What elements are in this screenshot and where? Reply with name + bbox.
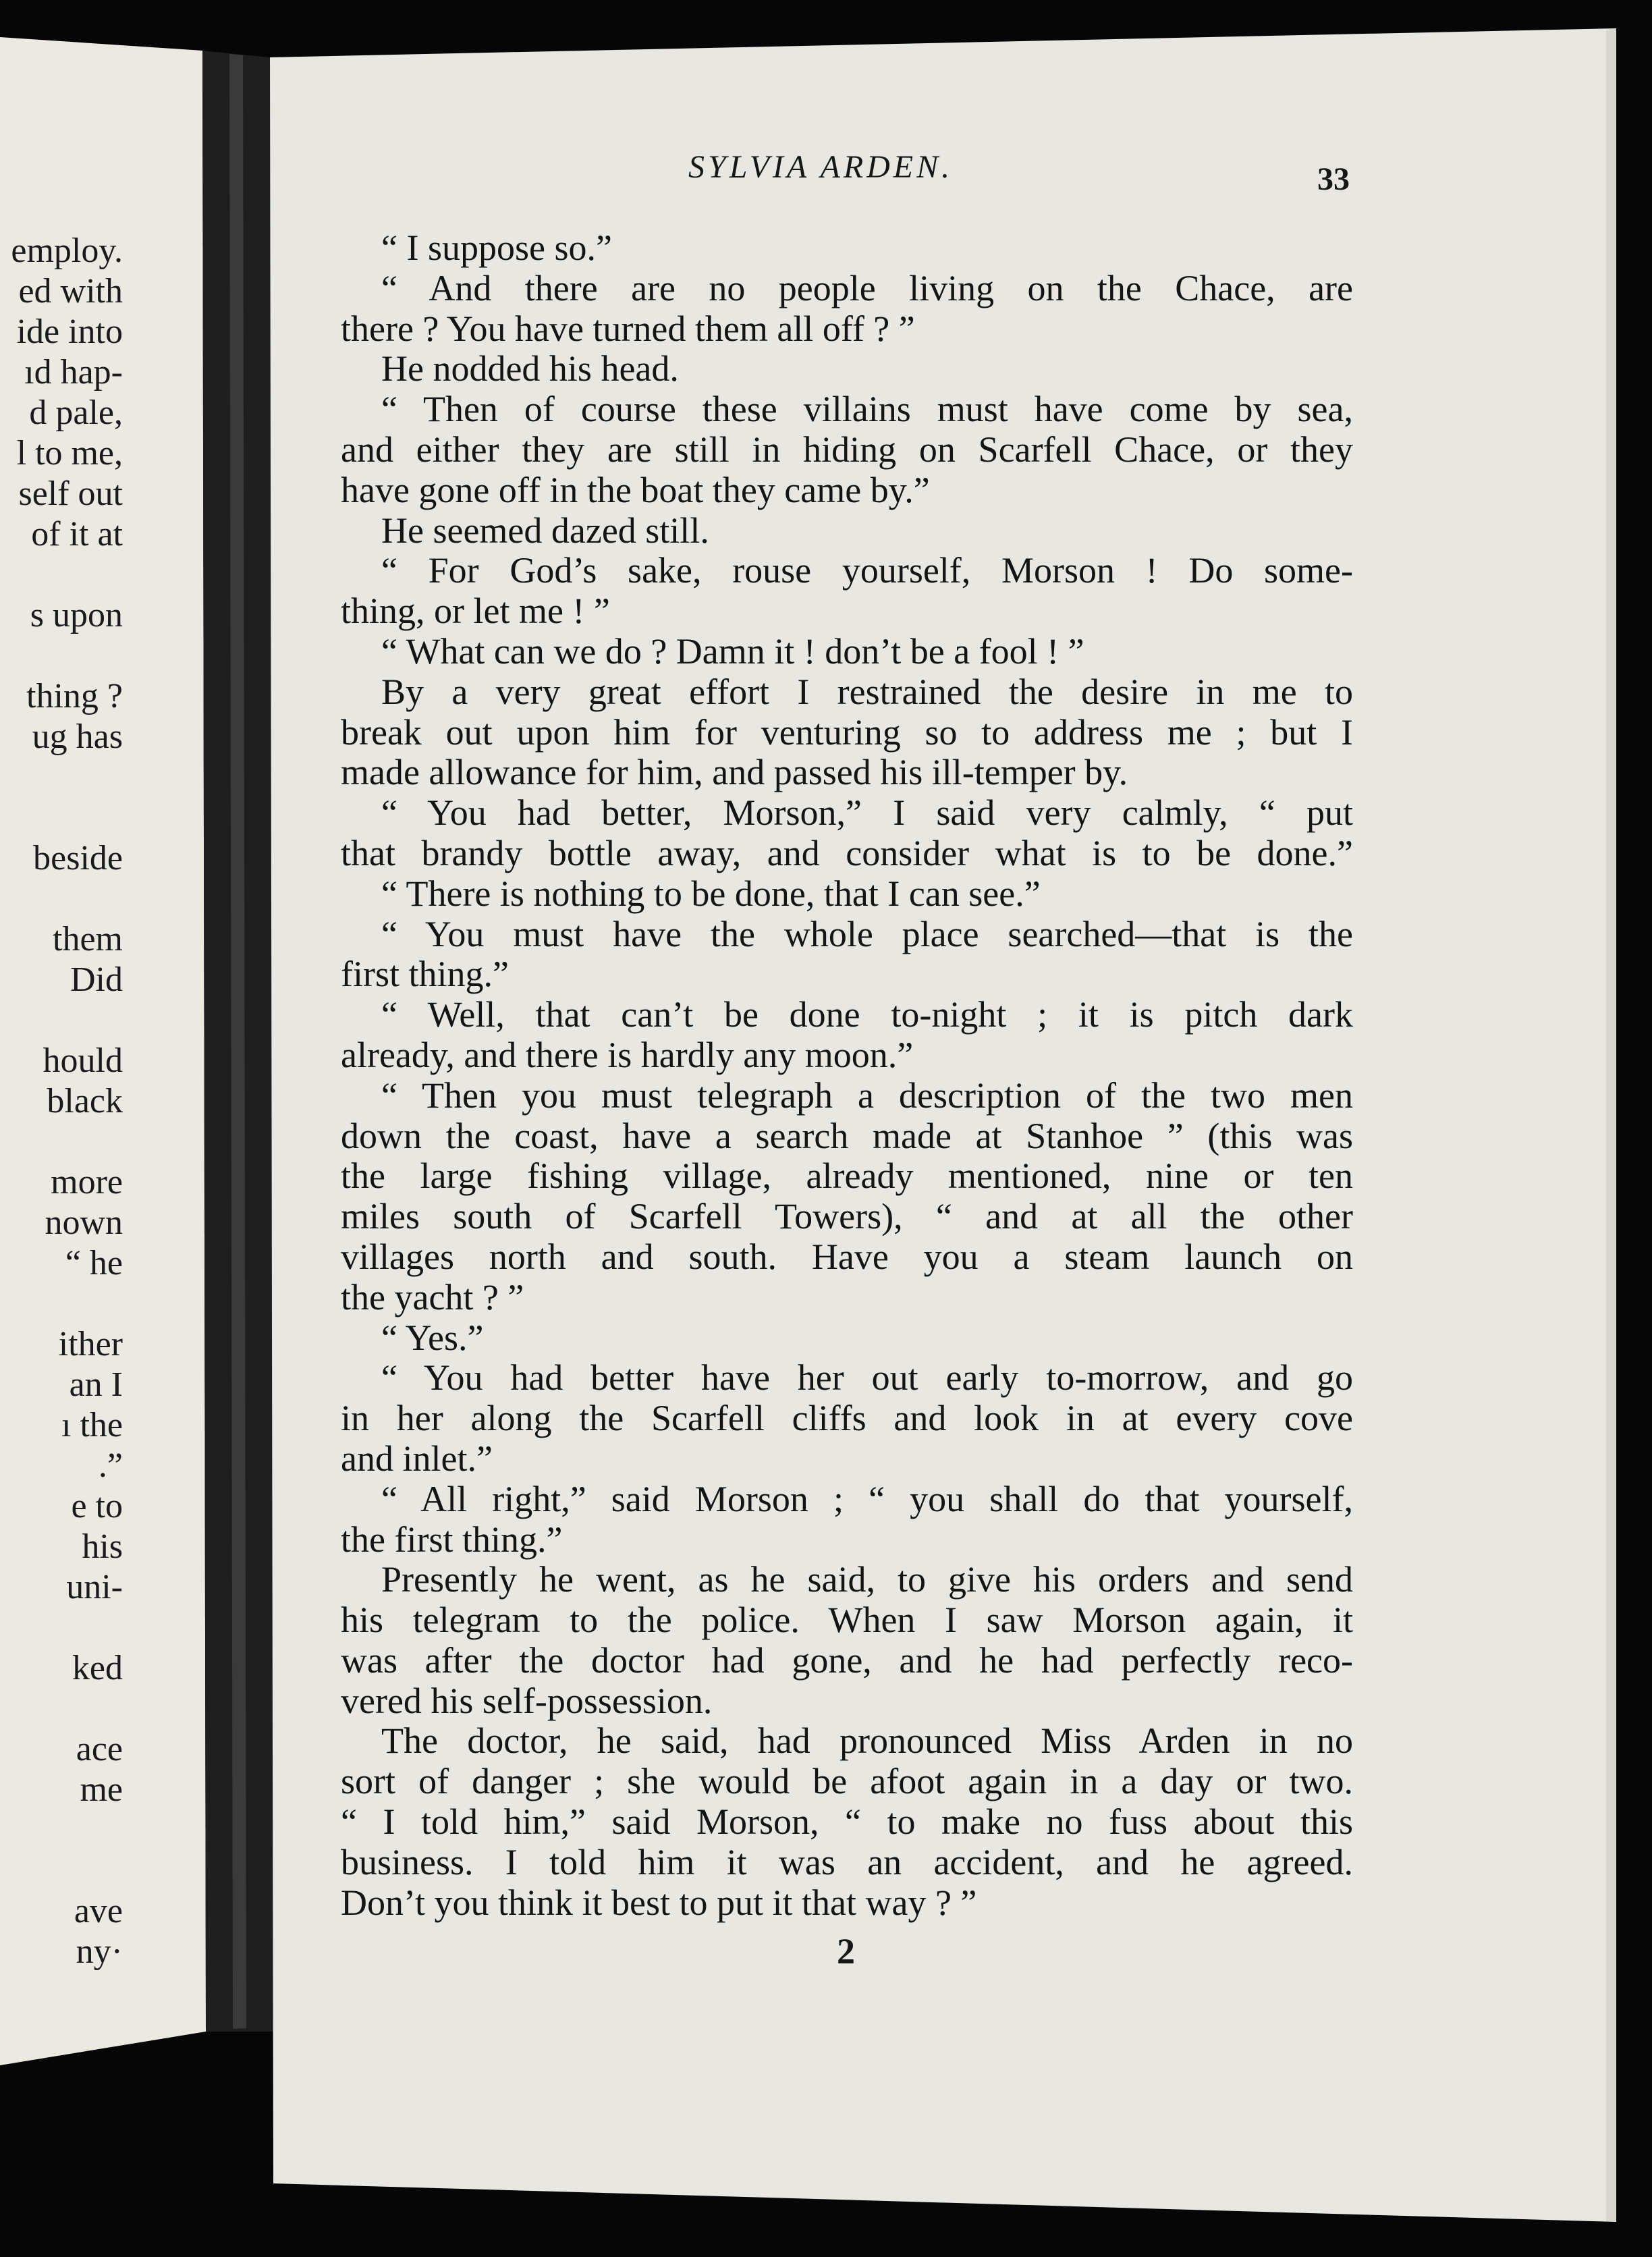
text-line: Presently he went, as he said, to give his orders and send xyxy=(381,1559,1353,1600)
text-line: By a very great effort I restrained the desire in me to xyxy=(381,671,1353,712)
left-page-fragment: nown xyxy=(45,1203,123,1242)
left-page-fragment: e to xyxy=(71,1487,123,1525)
left-page-fragment: self out xyxy=(18,474,123,513)
page-number: 33 xyxy=(1317,161,1350,197)
left-page-fragment: uni- xyxy=(66,1568,123,1606)
text-line: the large fishing village, already mentioned, nine or ten xyxy=(341,1155,1353,1197)
text-line: his telegram to the police. When I saw Morson again, it xyxy=(341,1600,1353,1641)
left-page-fragment: ace xyxy=(76,1730,123,1768)
text-line: miles south of Scarfell Towers), “ and at all the other xyxy=(341,1196,1353,1237)
text-line: “ For God’s sake, rouse yourself, Morson ! Do some- xyxy=(381,550,1353,591)
left-page-fragment: ide into xyxy=(16,312,123,351)
text-line: “ You had better have her out early to-morrow, and go xyxy=(381,1357,1353,1398)
text-line: there ? You have turned them all off ? ” xyxy=(341,308,915,349)
text-line: “ You must have the whole place searched—that is the xyxy=(381,913,1353,954)
left-page-fragment: employ. xyxy=(11,232,123,270)
text-line: made allowance for him, and passed his ill-temper by. xyxy=(341,752,1128,793)
text-line: already, and there is hardly any moon.” xyxy=(341,1034,914,1075)
text-line: “ What can we do ? Damn it ! don’t be a fool ! ” xyxy=(381,630,1084,672)
text-line: Don’t you think it best to put it that way ? ” xyxy=(341,1882,977,1923)
left-page-fragment: ed with xyxy=(18,272,123,310)
text-line: “ Then you must telegraph a description of the two men xyxy=(381,1075,1353,1116)
text-line: “ You had better, Morson,” I said very calmly, “ put xyxy=(381,792,1353,834)
left-facing-page xyxy=(0,0,202,2257)
text-line: “ I suppose so.” xyxy=(381,227,612,268)
text-line: “ There is nothing to be done, that I can see.” xyxy=(381,873,1041,914)
left-page-fragment: d pale, xyxy=(29,393,123,432)
text-line: and either they are still in hiding on Scarfell Chace, or they xyxy=(341,429,1353,470)
left-page-fragment: me xyxy=(80,1770,123,1809)
text-line: the yacht ? ” xyxy=(341,1276,524,1317)
left-page-fragment: black xyxy=(47,1082,123,1120)
left-page-fragment: “ he xyxy=(65,1244,123,1282)
text-line: “ Then of course these villains must have come by sea, xyxy=(381,389,1353,430)
left-page-fragment: them xyxy=(53,920,123,958)
left-page-fragment: ked xyxy=(72,1649,123,1687)
text-line: down the coast, have a search made at Stanhoe ” (this was xyxy=(341,1115,1353,1156)
text-line: was after the doctor had gone, and he had perfectly reco- xyxy=(341,1639,1353,1681)
text-line: and inlet.” xyxy=(341,1438,493,1479)
running-head: SYLVIA ARDEN. xyxy=(688,149,954,185)
left-page-fragment: ıd hap- xyxy=(24,353,123,391)
text-line: “ Yes.” xyxy=(381,1317,484,1358)
text-line: first thing.” xyxy=(341,954,509,995)
text-line: “ All right,” said Morson ; “ you shall do that yourself, xyxy=(381,1478,1353,1519)
text-line: He nodded his head. xyxy=(381,348,679,389)
text-line: that brandy bottle away, and consider what is to be done.” xyxy=(341,832,1353,873)
left-page-fragment: an I xyxy=(69,1365,123,1404)
left-page-fragment: beside xyxy=(33,839,123,877)
text-line: thing, or let me ! ” xyxy=(341,591,610,632)
left-page-fragment: ave xyxy=(74,1892,123,1930)
text-line: break out upon him for venturing so to address me ; but I xyxy=(341,711,1353,753)
text-line: vered his self-possession. xyxy=(341,1680,713,1721)
left-page-fragment: ug has xyxy=(32,717,123,756)
left-page-fragment: Did xyxy=(70,960,123,999)
left-page-fragment: his xyxy=(82,1527,123,1566)
text-line: business. I told him it was an accident, and he agreed. xyxy=(341,1841,1353,1882)
left-page-fragment: .” xyxy=(98,1446,123,1485)
text-line: He seemed dazed still. xyxy=(381,510,709,551)
left-page-fragment: of it at xyxy=(31,515,123,553)
text-line: “ I told him,” said Morson, “ to make no fuss about this xyxy=(341,1801,1353,1843)
text-line: villages north and south. Have you a steam launch on xyxy=(341,1236,1353,1277)
text-line: “ Well, that can’t be done to-night ; it is pitch dark xyxy=(381,994,1353,1035)
left-page-fragment: ı the xyxy=(61,1406,123,1444)
left-page-fragment: ny· xyxy=(76,1932,123,1971)
left-page-fragment: thing ? xyxy=(26,677,123,715)
left-page-fragment: s upon xyxy=(30,596,123,634)
left-page-fragment: ither xyxy=(58,1325,123,1363)
left-page-fragment: l to me, xyxy=(16,434,123,472)
text-line: the first thing.” xyxy=(341,1519,563,1560)
text-line: “ And there are no people living on the Chace, are xyxy=(381,267,1353,308)
left-page-fragment: hould xyxy=(43,1041,123,1080)
page-body-text xyxy=(341,228,1353,1923)
text-line: The doctor, he said, had pronounced Miss Arden in no xyxy=(381,1720,1353,1762)
text-line: in her along the Scarfell cliffs and look in at every cove xyxy=(341,1398,1353,1439)
text-line: sort of danger ; she would be afoot again in a day or two. xyxy=(341,1761,1353,1802)
left-page-fragment: more xyxy=(51,1163,123,1201)
text-line: have gone off in the boat they came by.” xyxy=(341,469,930,510)
signature-mark: 2 xyxy=(837,1931,855,1972)
